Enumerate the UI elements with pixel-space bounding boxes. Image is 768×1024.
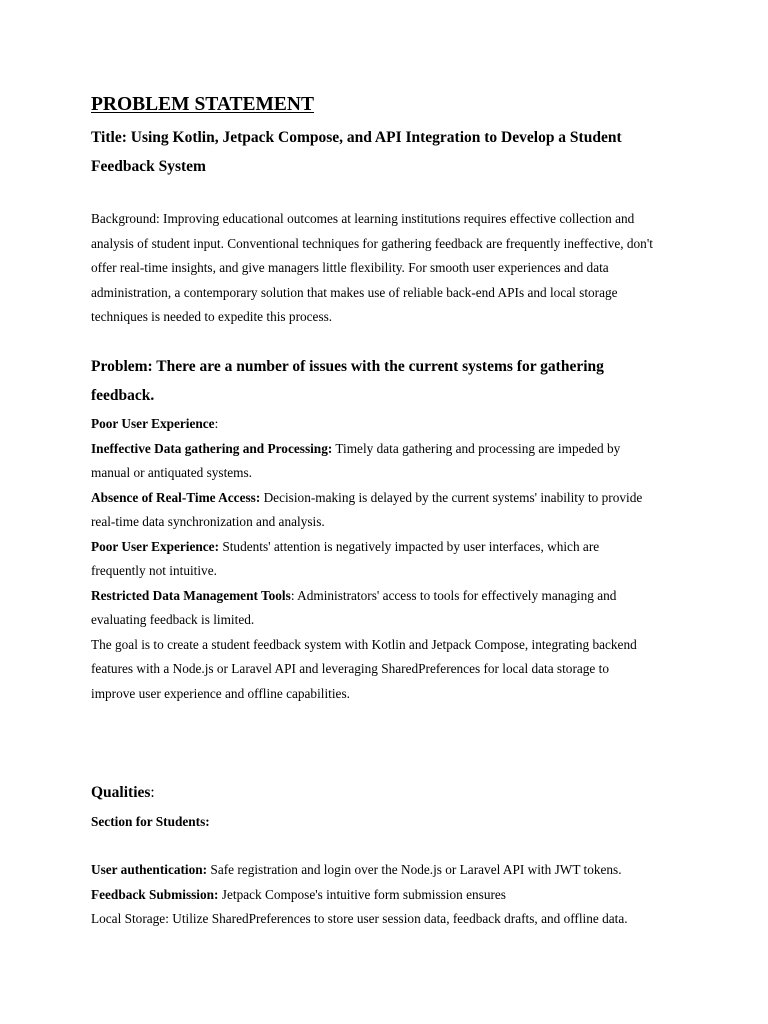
background-line-4: administration, a contemporary solution that makes use of reliable back-end APIs and local storage bbox=[91, 285, 618, 300]
poor-ux-colon: : bbox=[214, 416, 219, 431]
ux-issue-line-1 bbox=[91, 535, 599, 560]
background-line-3: offer real-time insights, and give managers little flexibility. For smooth user experiences and data bbox=[91, 260, 609, 275]
title-line-1: Title: Using Kotlin, Jetpack Compose, and API Integration to Develop a Student bbox=[91, 129, 622, 146]
tools-issue-label: Restricted Data Management Tools bbox=[91, 588, 291, 603]
qualities-colon: : bbox=[150, 784, 155, 801]
storage-feature-line: Local Storage: Utilize SharedPreferences to store user session data, feedback drafts, and offline data. bbox=[91, 911, 628, 926]
goal-line-1: The goal is to create a student feedback system with Kotlin and Jetpack Compose, integrating backend bbox=[91, 637, 637, 652]
submission-feature-line bbox=[91, 883, 506, 908]
title-line-2: Feedback System bbox=[91, 158, 206, 175]
realtime-issue-label: Absence of Real-Time Access: bbox=[91, 490, 261, 505]
problem-line-1: Problem: There are a number of issues with the current systems for gathering bbox=[91, 358, 604, 375]
background-line-5: techniques is needed to expedite this process. bbox=[91, 309, 333, 324]
poor-ux-heading bbox=[91, 412, 218, 437]
tools-issue-line-2: evaluating feedback is limited. bbox=[91, 612, 255, 627]
data-issue-line-2: manual or antiquated systems. bbox=[91, 465, 253, 480]
submission-feature-label: Feedback Submission: bbox=[91, 887, 219, 902]
tools-issue-text: : Administrators' access to tools for effectively managing and bbox=[290, 588, 617, 603]
tools-issue-line-1 bbox=[91, 584, 616, 609]
auth-feature-text: Safe registration and login over the Node.js or Laravel API with JWT tokens. bbox=[207, 862, 622, 877]
data-issue-text: Timely data gathering and processing are impeded by bbox=[332, 441, 621, 456]
background-line-2: analysis of student input. Conventional techniques for gathering feedback are frequently ineffective, don't bbox=[91, 236, 653, 251]
submission-feature-text: Jetpack Compose's intuitive form submission ensures bbox=[218, 887, 506, 902]
ux-issue-line-2: frequently not intuitive. bbox=[91, 563, 217, 578]
realtime-issue-text: Decision-making is delayed by the current systems' inability to provide bbox=[260, 490, 643, 505]
data-issue-label: Ineffective Data gathering and Processing: bbox=[91, 441, 333, 456]
data-issue-line-1 bbox=[91, 437, 620, 462]
goal-line-2: features with a Node.js or Laravel API and leveraging SharedPreferences for local data storage to bbox=[91, 661, 610, 676]
auth-feature-label: User authentication: bbox=[91, 862, 208, 877]
poor-ux-label: Poor User Experience bbox=[91, 416, 215, 431]
background-line-1: Background: Improving educational outcomes at learning institutions requires effective collection and bbox=[91, 211, 635, 226]
ux-issue-label: Poor User Experience: bbox=[91, 539, 220, 554]
students-section-heading: Section for Students: bbox=[91, 814, 210, 829]
problem-line-2: feedback. bbox=[91, 387, 155, 404]
realtime-issue-line-1 bbox=[91, 486, 642, 511]
ux-issue-text: Students' attention is negatively impacted by user interfaces, which are bbox=[219, 539, 600, 554]
realtime-issue-line-2: real-time data synchronization and analysis. bbox=[91, 514, 325, 529]
page-heading: PROBLEM STATEMENT bbox=[91, 94, 315, 115]
qualities-heading bbox=[91, 784, 155, 802]
goal-line-3: improve user experience and offline capabilities. bbox=[91, 686, 350, 701]
auth-feature-line bbox=[91, 858, 622, 883]
qualities-label: Qualities bbox=[91, 784, 151, 801]
